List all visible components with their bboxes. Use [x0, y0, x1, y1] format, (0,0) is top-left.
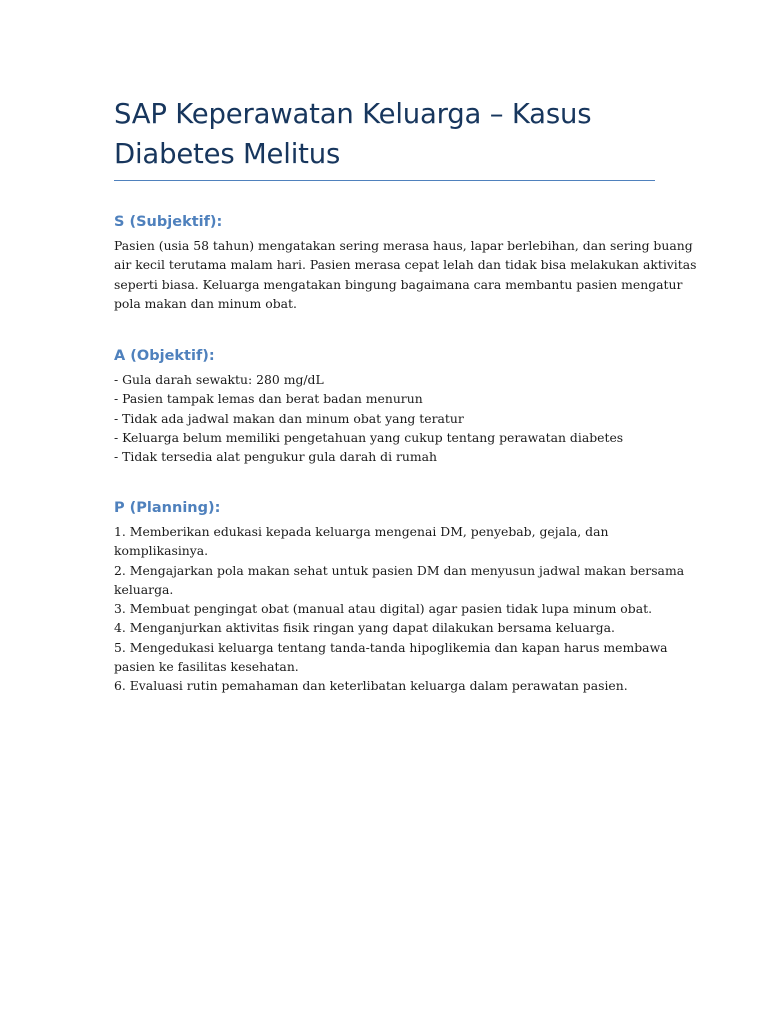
list-item: - Tidak tersedia alat pengukur gula darah di rumah [114, 449, 438, 465]
section-heading: S (Subjektif): [114, 214, 223, 230]
list-item: keluarga. [114, 581, 174, 597]
section-planning [114, 498, 685, 696]
list-item: - Tidak ada jadwal makan dan minum obat yang teratur [114, 410, 464, 426]
list-item: pasien ke fasilitas kesehatan. [114, 659, 299, 675]
list-item: 1. Memberikan edukasi kepada keluarga mengenai DM, penyebab, gejala, dan [114, 524, 609, 539]
list-item: 6. Evaluasi rutin pemahaman dan keterlibatan keluarga dalam perawatan pasien. [114, 678, 628, 694]
text-line: air kecil terutama malam hari. Pasien merasa cepat lelah dan tidak bisa melakukan aktivitas [114, 257, 697, 273]
objective-list [114, 370, 659, 466]
section-heading: A (Objektif): [114, 348, 215, 364]
section-paragraph [114, 236, 697, 313]
list-item: - Pasien tampak lemas dan berat badan menurun [114, 391, 423, 407]
planning-list [114, 522, 685, 696]
title-line: SAP Keperawatan Keluarga – Kasus [114, 98, 592, 130]
title-underline [114, 180, 655, 181]
list-item: 3. Membuat pengingat obat (manual atau digital) agar pasien tidak lupa minum obat. [114, 601, 653, 617]
section-heading: P (Planning): [114, 500, 221, 516]
list-item: 4. Menganjurkan aktivitas fisik ringan yang dapat dilakukan bersama keluarga. [114, 620, 615, 636]
text-line: seperti biasa. Keluarga mengatakan bingung bagaimana cara membantu pasien mengatur [114, 276, 683, 292]
list-item: 2. Mengajarkan pola makan sehat untuk pasien DM dan menyusun jadwal makan bersama [114, 562, 685, 578]
list-item: 5. Mengedukasi keluarga tentang tanda-tanda hipoglikemia dan kapan harus membawa [114, 639, 668, 655]
list-item: - Gula darah sewaktu: 280 mg/dL [114, 372, 324, 387]
title-line: Diabetes Melitus [114, 138, 341, 170]
section-objektif [114, 346, 659, 466]
list-item: - Keluarga belum memiliki pengetahuan yang cukup tentang perawatan diabetes [114, 429, 624, 445]
section-subjektif [114, 212, 697, 313]
text-line: pola makan dan minum obat. [114, 295, 297, 311]
text-line: Pasien (usia 58 tahun) mengatakan sering merasa haus, lapar berlebihan, dan sering buang [114, 238, 693, 253]
list-item: komplikasinya. [114, 543, 209, 559]
document-title [114, 94, 674, 174]
